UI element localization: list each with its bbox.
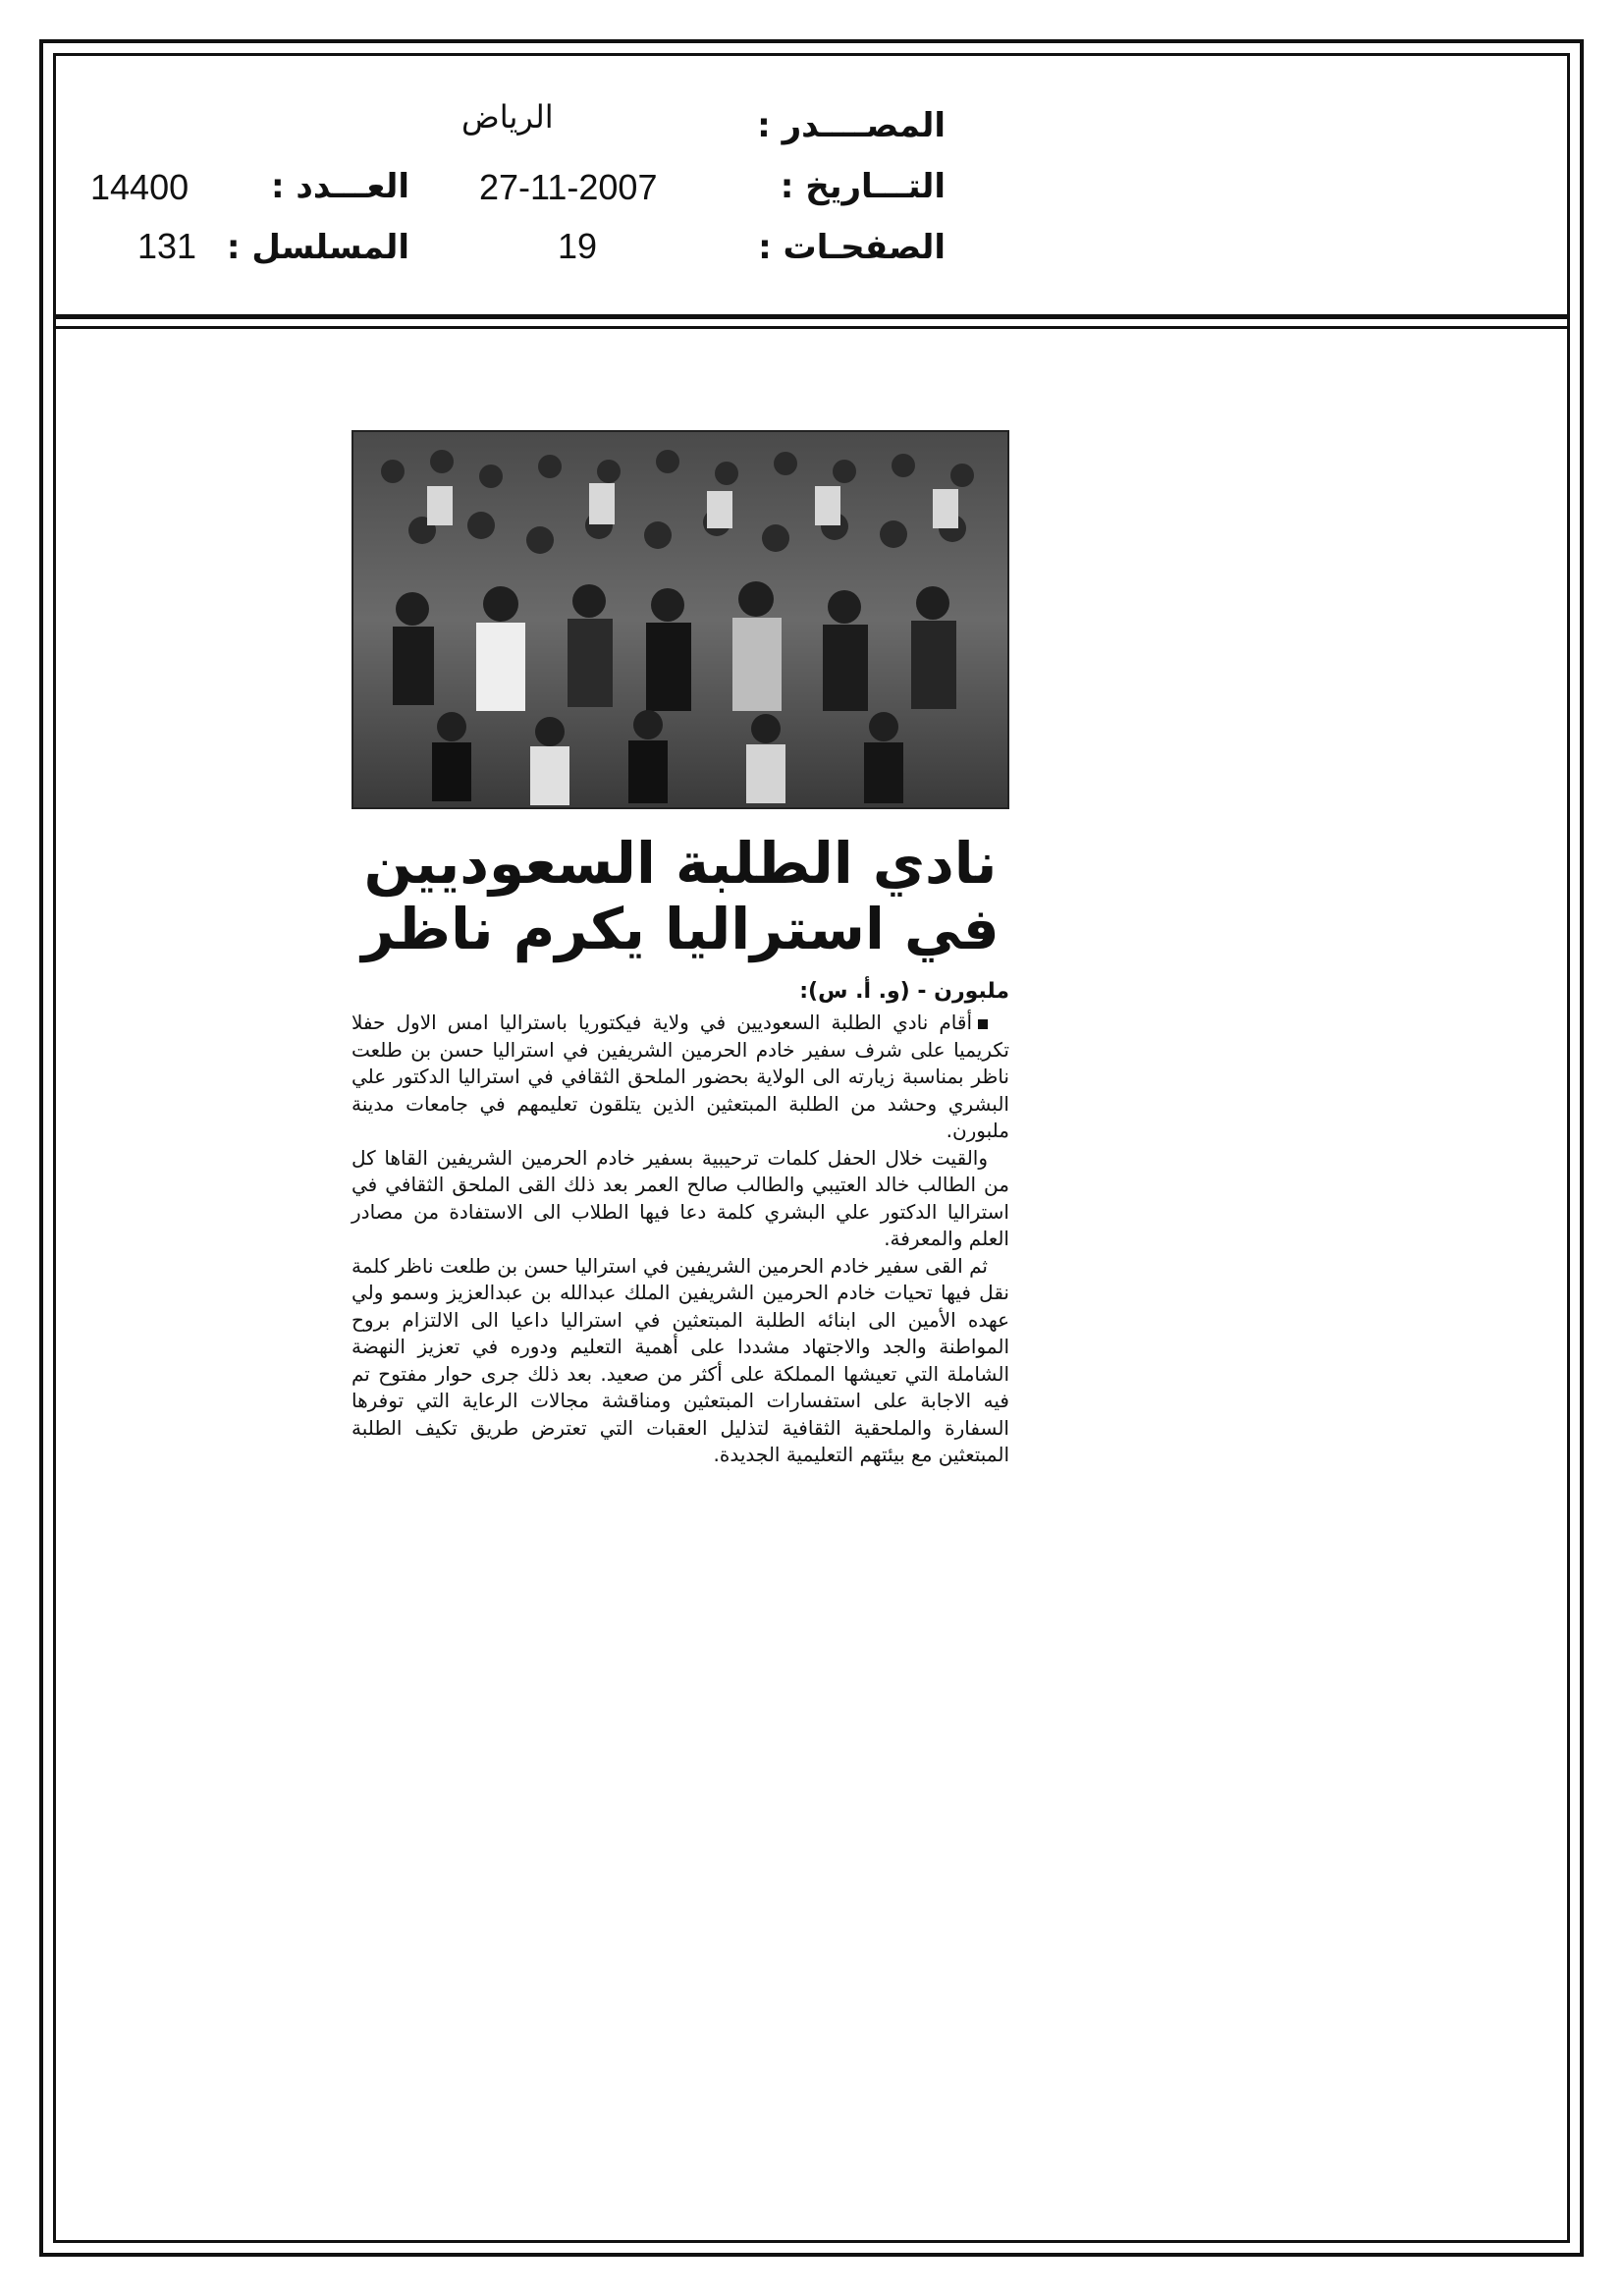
paragraph: أقام نادي الطلبة السعوديين في ولاية فيكتوريا باستراليا امس الاول حفلا تكريميا على شرف سفير خادم الحرمين الشريفين في استراليا حسن بن طلعت ناظر بمناسبة زيارته الى الولاية بحضور الملحق الثقافي في استراليا الدكتور علي البشري وحشد من الطلبة المبتعثين الذين يتلقون تعليمهم في جامعات مدينة ملبورن. — [352, 1011, 1009, 1143]
paragraph: ثم القى سفير خادم الحرمين الشريفين في استراليا حسن بن طلعت ناظر كلمة نقل فيها تحيات خادم الحرمين الشريفين الملك عبدالله بن عبدالعزيز وسمو ولي عهده الأمين الى ابنائه الطلبة المبتعثين في استراليا داعيا الى الالتزام بروح المواطنة والجد والاجتهاد مشددا على أهمية التعليم ودوره في تعزيز النهضة الشاملة التي تعيشها المملكة على أكثر من صعيد. بعد ذلك جرى حوار مفتوح تم فيه الاجابة على استفسارات المبتعثين ومناقشة مجالات الرعاية التي توفرها السفارة والملحقية الثقافية لتذليل العقبات التي تعترض طريق تكيف الطلبة المبتعثين مع بيئتهم التعليمية الجديدة. — [352, 1253, 1009, 1467]
issue-value: 14400 — [90, 167, 189, 207]
source-label: المصــــدر : — [757, 106, 946, 145]
issue-label: العـــدد : — [271, 167, 409, 206]
article-clipping — [352, 430, 1009, 1469]
paragraph: والقيت خلال الحفل كلمات ترحيبية بسفير خادم الحرمين الشريفين القاها كل من الطالب خالد العتيبي والطالب صالح العمر بعد ذلك القى الملحق الثقافي في استراليا الدكتور علي البشري كلمة دعا فيها الطلاب الى الاستفادة من مصادر العلم والمعرفة. — [352, 1145, 1009, 1251]
serial-label: المسلسل : — [226, 228, 409, 267]
article-body — [352, 1010, 1009, 1469]
date-label: التـــاريخ : — [780, 167, 946, 206]
bullet-icon — [978, 1019, 988, 1029]
article-headline: نادي الطلبة السعوديين في استراليا يكرم ناظر — [361, 830, 1000, 962]
pages-value: 19 — [558, 226, 598, 266]
date-value: 27-11-2007 — [479, 167, 658, 207]
source-value: الرياض — [461, 98, 554, 136]
article-dateline: ملبورن - (و. أ. س): — [799, 979, 1009, 1005]
serial-value: 131 — [137, 226, 197, 266]
header-divider-thin — [53, 326, 1570, 329]
pages-label: الصفحـات : — [758, 228, 946, 267]
header-divider — [53, 314, 1570, 319]
group-photo — [352, 430, 1009, 809]
